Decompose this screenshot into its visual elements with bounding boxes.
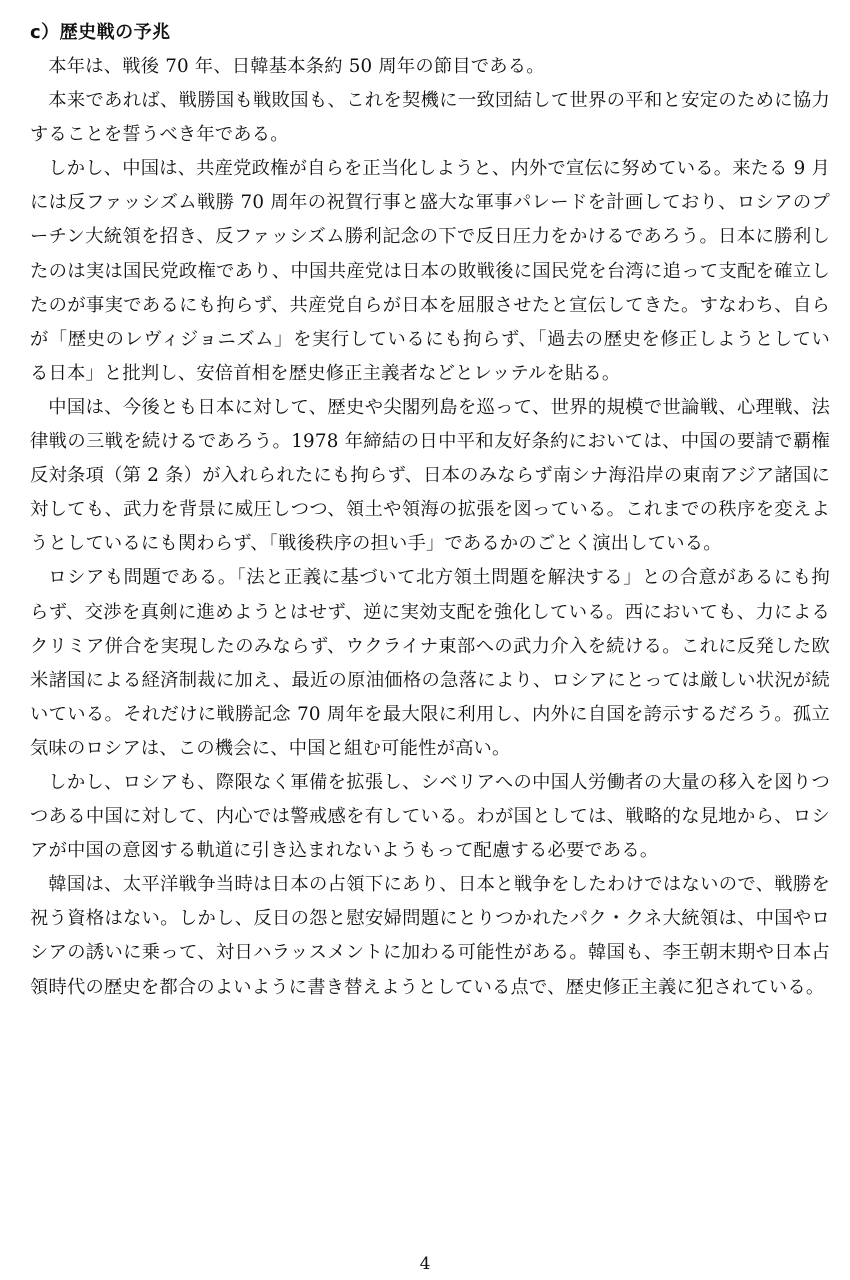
- paragraph-russia-problem: ロシアも問題である。「法と正義に基づいて北方領土問題を解決する」との合意があるにも拘らず、交渉を真剣に進めようとはせず、逆に実効支配を強化している。西においても、力によるクリミア併合を実現したのみならず、ウクライナ東部への武力介入を続ける。これに反発した欧米諸国による経済制裁に加え、最近の原油価格の急落により、ロシアにとっては厳しい状況が続いている。それだけに戦勝記念 70 周年を最大限に利用し、内外に自国を誇示するだろう。孤立気味のロシアは、この機会に、中国と組む可能性が高い。: [30, 567, 830, 759]
- paragraph-peace-pledge: 本来であれば、戦勝国も戦敗国も、これを契機に一致団結して世界の平和と安定のために協力することを誓うべき年である。: [30, 90, 830, 146]
- paragraph-anniversary: 本年は、戦後 70 年、日韓基本条約 50 周年の節目である。: [48, 56, 545, 77]
- document-page: [30, 18, 830, 1005]
- paragraph-china-three-warfares: 中国は、今後とも日本に対して、歴史や尖閣列島を巡って、世界的規模で世論戦、心理戦、法律戦の三戦を続けるであろう。1978 年締結の日中平和友好条約においては、中国の要請で覇権反対条項（第 2 条）が入れられたにも拘らず、日本のみならず南シナ海沿岸の東南アジア諸国に対しても、武力を背景に威圧しつつ、領土や領海の拡張を図っている。これまでの秩序を変えようとしているにも関わらず、「戦後秩序の担い手」であるかのごとく演出している。: [30, 396, 830, 555]
- paragraph-russia-caution: しかし、ロシアも、際限なく軍備を拡張し、シベリアへの中国人労働者の大量の移入を図りつつある中国に対して、内心では警戒感を有している。わが国としては、戦略的な見地から、ロシアが中国の意図する軌道に引き込まれないようもって配慮する必要である。: [30, 771, 830, 862]
- page-number: 4: [419, 1254, 431, 1274]
- paragraph-china-propaganda: しかし、中国は、共産党政権が自らを正当化しようと、内外で宣伝に努めている。来たる 9 月には反ファッシズム戦勝 70 周年の祝賀行事と盛大な軍事パレードを計画しており、ロシアのプーチン大統領を招き、反ファッシズム勝利記念の下で反日圧力をかけるであろう。日本に勝利したのは実は国民党政権であり、中国共産党は日本の敗戦後に国民党を台湾に追って支配を確立したのが事実であるにも拘らず、共産党自らが日本を屈服させたと宣伝してきた。すなわち、自らが「歴史のレヴィジョニズム」を実行しているにも拘らず、「過去の歴史を修正しようとしている日本」と批判し、安倍首相を歴史修正主義者などとレッテルを貼る。: [30, 158, 830, 384]
- section-heading: c）歴史戦の予兆: [30, 22, 171, 43]
- paragraph-korea: 韓国は、太平洋戦争当時は日本の占領下にあり、日本と戦争をしたわけではないので、戦勝を祝う資格はない。しかし、反日の怨と慰安婦問題にとりつかれたパク・クネ大統領は、中国やロシアの誘いに乗って、対日ハラッスメントに加わる可能性がある。韓国も、李王朝末期や日本占領時代の歴史を都合のよいように書き替えようとしている点で、歴史修正主義に犯されている。: [30, 874, 830, 998]
